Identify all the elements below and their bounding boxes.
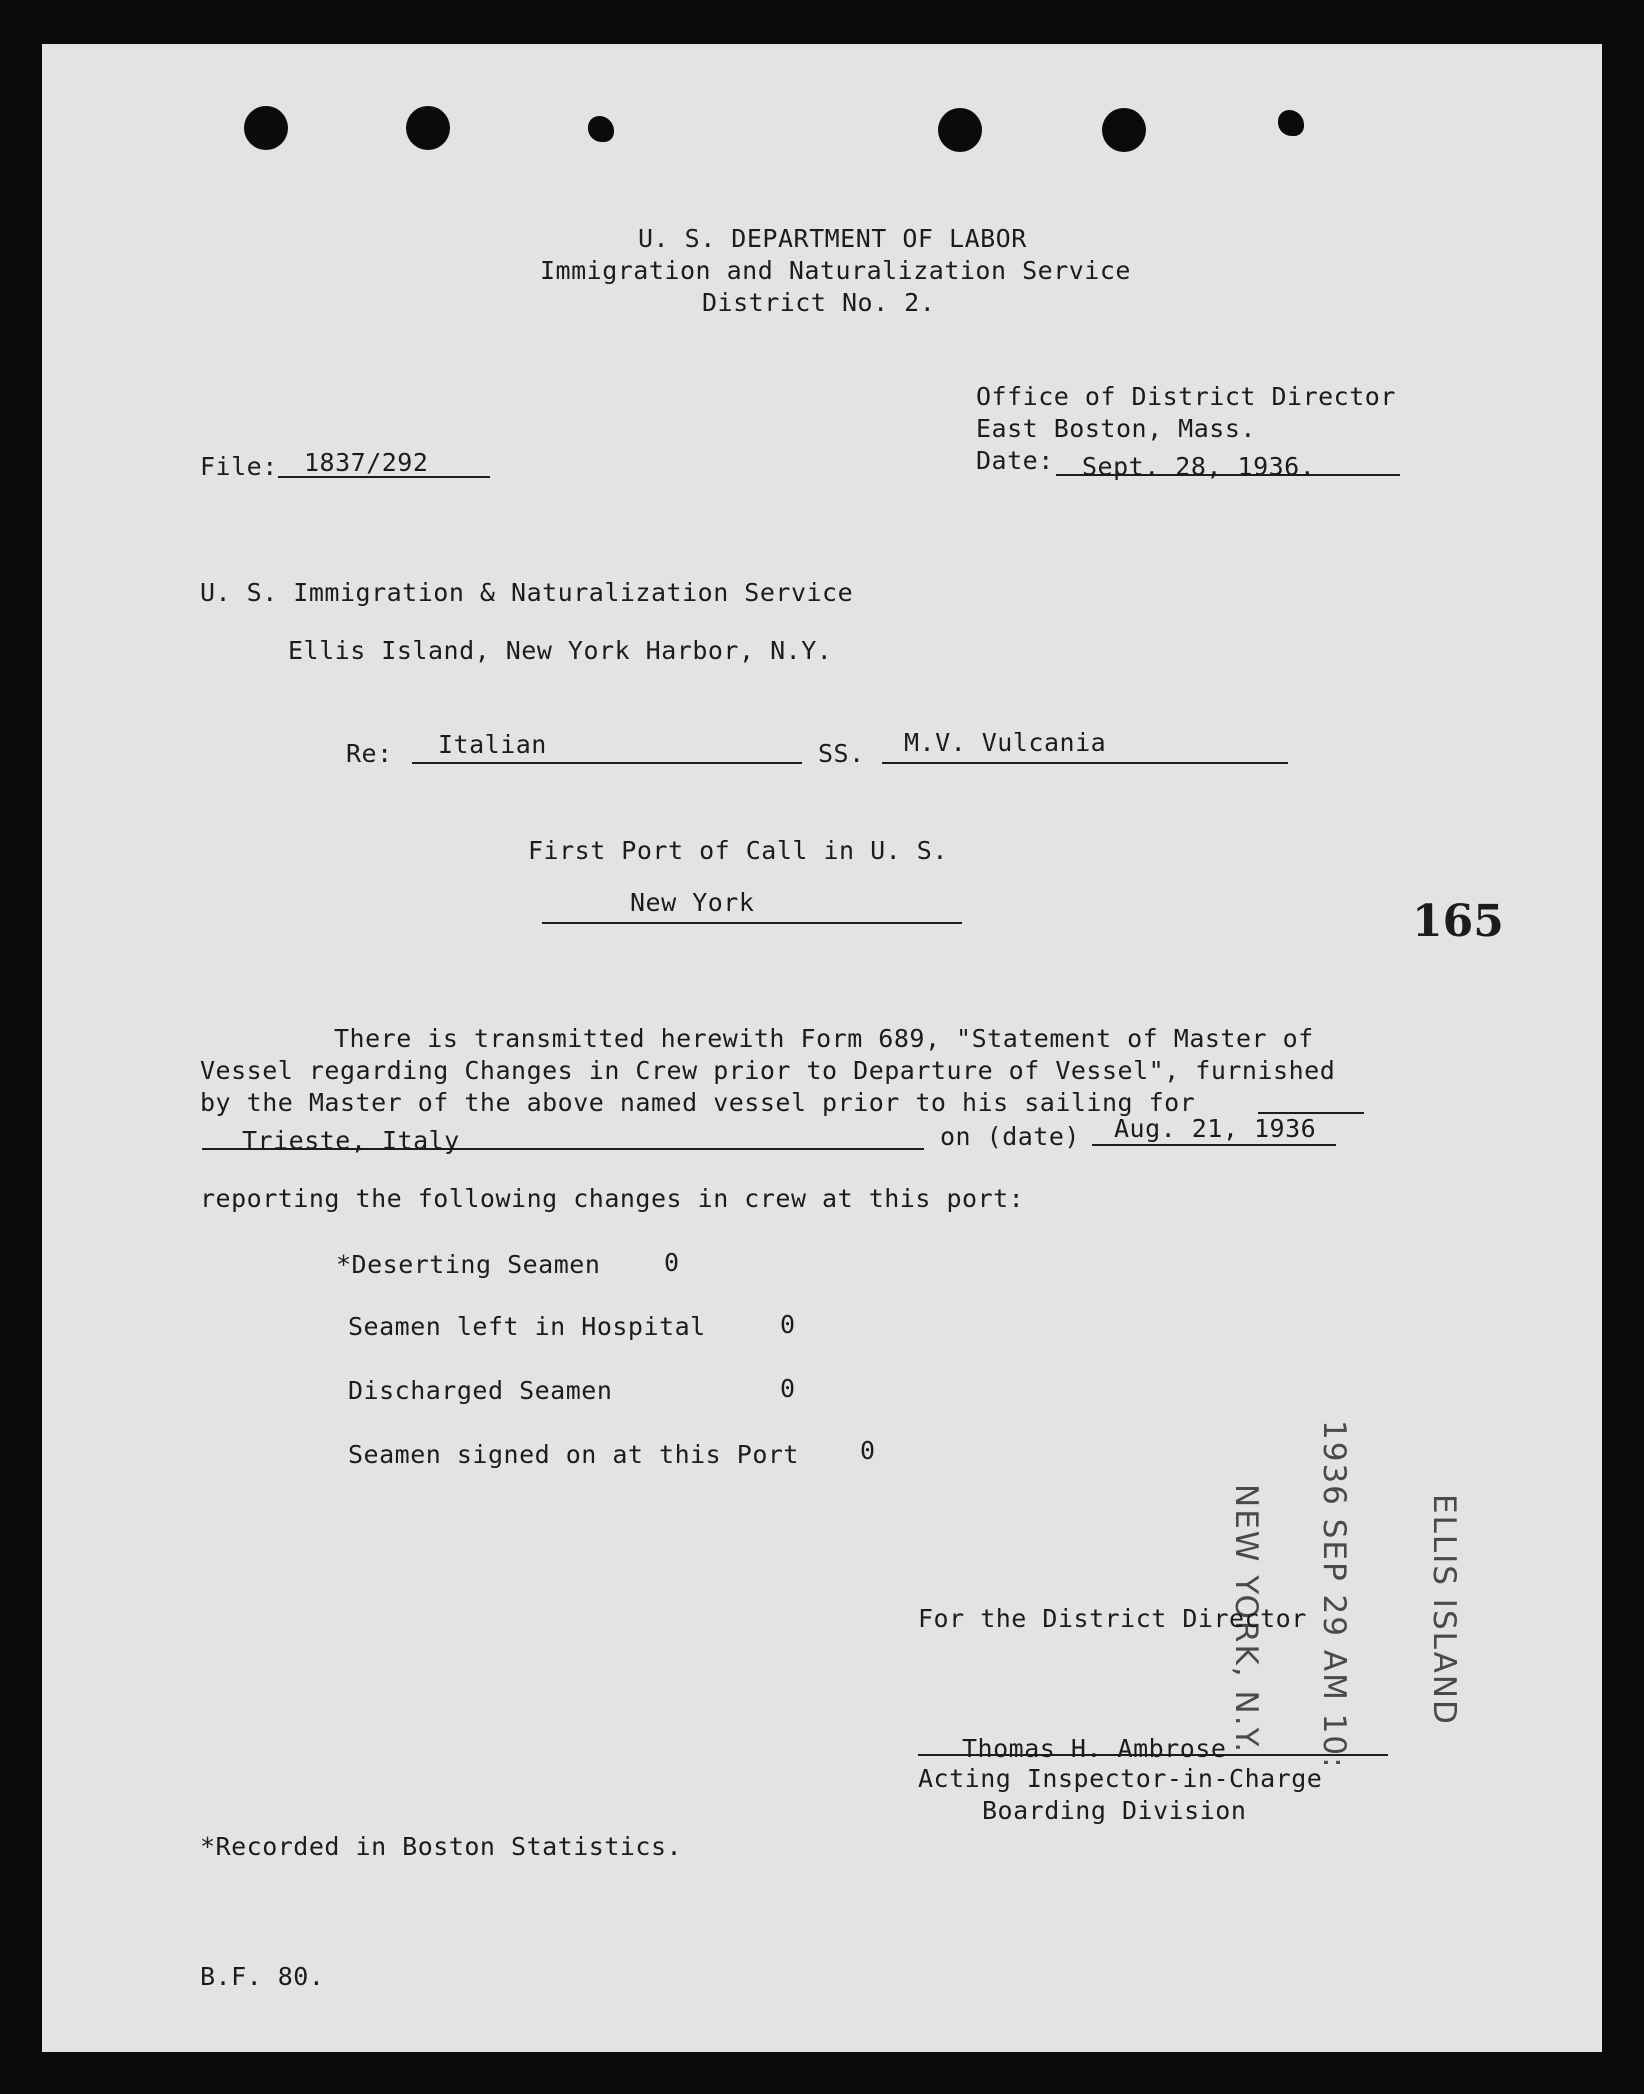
ss-value: M.V. Vulcania — [904, 728, 1107, 757]
on-date-underline — [1092, 1144, 1336, 1146]
punch-hole — [406, 106, 450, 150]
signature-name: Thomas H. Ambrose — [962, 1734, 1227, 1763]
change-label-hospital: Seamen left in Hospital — [348, 1312, 706, 1341]
stamp-new-york: NEW YORK, N.Y. — [1228, 1484, 1264, 1755]
date-label: Date: — [976, 446, 1054, 475]
office-line1: Office of District Director — [976, 382, 1396, 411]
signature-title: Acting Inspector-in-Charge — [918, 1764, 1323, 1793]
body-line1: There is transmitted herewith Form 689, "Statement of Master of — [334, 1024, 1314, 1053]
signature-division: Boarding Division — [982, 1796, 1247, 1825]
change-label-discharged: Discharged Seamen — [348, 1376, 613, 1405]
file-underline — [278, 476, 490, 478]
footnote: *Recorded in Boston Statistics. — [200, 1832, 683, 1861]
document-page — [42, 44, 1602, 2052]
change-value-signed-on: 0 — [860, 1436, 876, 1465]
change-label-deserting: *Deserting Seamen — [336, 1250, 601, 1279]
body-line5: reporting the following changes in crew at this port: — [200, 1184, 1025, 1213]
on-date-label: on (date) — [940, 1122, 1080, 1151]
date-value: Sept. 28, 1936. — [1082, 452, 1316, 481]
ss-label: SS. — [818, 739, 865, 768]
change-value-hospital: 0 — [780, 1310, 796, 1339]
destination-value: Trieste, Italy — [242, 1126, 460, 1155]
punch-hole-torn — [1278, 110, 1304, 136]
file-value: 1837/292 — [304, 448, 429, 477]
header-service: Immigration and Naturalization Service — [540, 256, 1131, 285]
stamp-date: 1936 SEP 29 AM 10: — [1316, 1420, 1352, 1770]
header-department: U. S. DEPARTMENT OF LABOR — [638, 224, 1027, 253]
form-id: B.F. 80. — [200, 1962, 325, 1991]
stamp-ellis-island: ELLIS ISLAND — [1426, 1494, 1462, 1726]
re-underline — [412, 762, 802, 764]
punch-hole — [244, 106, 288, 150]
addressee-line1: U. S. Immigration & Naturalization Service — [200, 578, 854, 607]
addressee-line2: Ellis Island, New York Harbor, N.Y. — [288, 636, 833, 665]
header-district: District No. 2. — [702, 288, 936, 317]
punch-hole-torn — [588, 116, 614, 142]
signature-for-line: For the District Director — [918, 1604, 1307, 1633]
port-value: New York — [630, 888, 755, 917]
re-label: Re: — [346, 739, 393, 768]
on-date-value: Aug. 21, 1936 — [1114, 1114, 1317, 1143]
destination-underline — [202, 1148, 924, 1150]
signature-underline — [918, 1754, 1388, 1756]
change-label-signed-on: Seamen signed on at this Port — [348, 1440, 799, 1469]
port-underline — [542, 922, 962, 924]
body-line2: Vessel regarding Changes in Crew prior to Departure of Vessel", furnished — [200, 1056, 1336, 1085]
change-value-discharged: 0 — [780, 1374, 796, 1403]
punch-hole — [938, 108, 982, 152]
page-number: 165 — [1412, 896, 1504, 947]
date-underline — [1056, 474, 1400, 476]
punch-hole — [1102, 108, 1146, 152]
port-label: First Port of Call in U. S. — [528, 836, 948, 865]
ss-underline — [882, 762, 1288, 764]
change-value-deserting: 0 — [664, 1248, 680, 1277]
office-line2: East Boston, Mass. — [976, 414, 1256, 443]
file-label: File: — [200, 452, 278, 481]
re-value: Italian — [438, 730, 547, 759]
body-line3: by the Master of the above named vessel prior to his sailing for — [200, 1088, 1196, 1117]
